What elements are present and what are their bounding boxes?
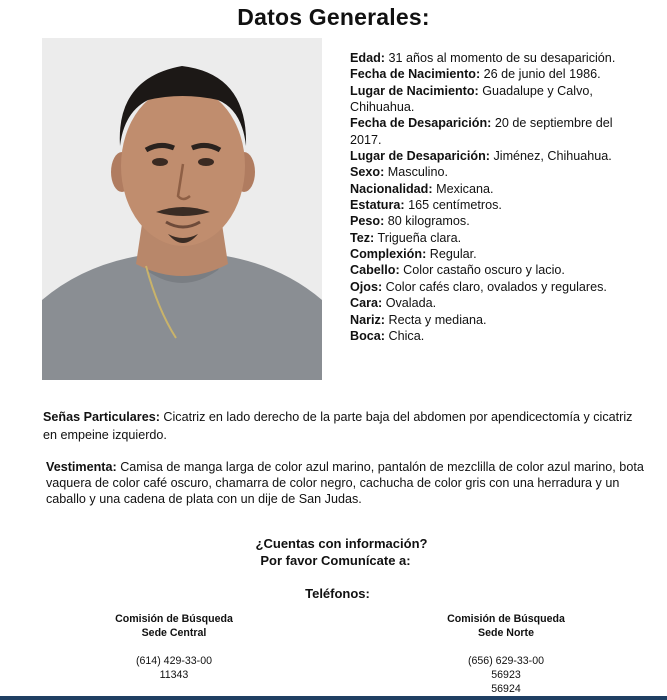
vestimenta-value: Camisa de manga larga de color azul marino, pantalón de mezclilla de color azul marino, bota vaquera de color café oscuro, chamarra de color negro, cachucha de color gris con una herradura y un caballo y una cadena de plata con un dije de San Judas. bbox=[46, 460, 644, 506]
detail-value: 31 años al momento de su desaparición. bbox=[384, 51, 616, 65]
detail-label: Fecha de Desaparición: bbox=[350, 116, 492, 131]
detail-mouth bbox=[350, 328, 640, 344]
distinguishing-marks bbox=[43, 408, 643, 444]
detail-value: 26 de junio del 1986. bbox=[480, 67, 601, 82]
office-name: Comisión de Búsqueda bbox=[115, 613, 233, 625]
page-title: Datos Generales: bbox=[237, 4, 430, 30]
office-phone: (656) 629-33-00 bbox=[468, 655, 544, 667]
detail-value: Color cafés claro, ovalados y regulares. bbox=[382, 279, 607, 294]
detail-label: Cabello: bbox=[350, 263, 400, 278]
contact-prompt: Por favor Comunícate a: bbox=[260, 553, 411, 568]
detail-disappearance-date bbox=[350, 115, 640, 148]
detail-label: Sexo: bbox=[350, 165, 385, 180]
detail-value: Guadalupe y Calvo, Chihuahua. bbox=[350, 83, 593, 115]
detail-value: Jiménez, Chihuahua. bbox=[489, 149, 612, 164]
detail-value: 20 de septiembre del 2017. bbox=[350, 116, 613, 147]
office-seat: Sede Central bbox=[141, 627, 207, 639]
detail-disappearance-place bbox=[350, 148, 640, 164]
detail-value: Trigueña clara. bbox=[374, 230, 462, 245]
detail-label: Fecha de Nacimiento: bbox=[350, 67, 481, 82]
detail-label: Tez: bbox=[350, 230, 375, 245]
detail-face bbox=[350, 295, 640, 311]
detail-height bbox=[350, 197, 640, 213]
senas-label: Señas Particulares: bbox=[43, 410, 160, 424]
detail-build bbox=[350, 246, 640, 262]
detail-age bbox=[350, 50, 640, 66]
detail-birth-date bbox=[350, 66, 640, 82]
detail-value: Color castaño oscuro y lacio. bbox=[399, 263, 565, 278]
person-portrait-illustration bbox=[42, 38, 322, 380]
detail-weight bbox=[350, 213, 640, 229]
detail-value: Regular. bbox=[426, 247, 477, 262]
detail-nationality bbox=[350, 181, 640, 197]
detail-label: Boca: bbox=[350, 328, 385, 343]
detail-label: Peso: bbox=[350, 214, 385, 229]
detail-label: Nariz: bbox=[350, 312, 385, 327]
detail-value: Recta y mediana. bbox=[385, 312, 487, 327]
general-details bbox=[350, 50, 640, 344]
detail-sex bbox=[350, 164, 640, 180]
detail-value: Masculino. bbox=[384, 165, 448, 180]
detail-label: Cara: bbox=[350, 296, 383, 311]
detail-label: Ojos: bbox=[350, 279, 383, 294]
info-question: ¿Cuentas con información? bbox=[255, 536, 428, 551]
office-name: Comisión de Búsqueda bbox=[447, 613, 565, 625]
senas-value: Cicatriz en lado derecho de la parte baja del abdomen por apendicectomía y cicatriz en empeine izquierdo. bbox=[43, 410, 633, 442]
detail-hair bbox=[350, 262, 640, 278]
footer-bar bbox=[0, 696, 667, 700]
detail-value: 80 kilogramos. bbox=[384, 214, 470, 229]
detail-value: Mexicana. bbox=[432, 181, 494, 196]
office-norte bbox=[406, 612, 606, 696]
office-extension: 56924 bbox=[491, 683, 521, 695]
office-central bbox=[74, 612, 274, 682]
detail-complexion-tone bbox=[350, 230, 640, 246]
detail-label: Lugar de Desaparición: bbox=[350, 149, 490, 164]
vestimenta-label: Vestimenta: bbox=[46, 460, 117, 474]
detail-value: Chica. bbox=[385, 328, 425, 343]
detail-label: Estatura: bbox=[350, 198, 405, 213]
detail-label: Complexión: bbox=[350, 247, 427, 262]
detail-label: Nacionalidad: bbox=[350, 181, 433, 196]
clothing-description bbox=[46, 459, 646, 507]
office-seat: Sede Norte bbox=[478, 627, 534, 639]
phones-heading: Teléfonos: bbox=[305, 586, 370, 601]
detail-value: 165 centímetros. bbox=[404, 198, 502, 213]
detail-label: Lugar de Nacimiento: bbox=[350, 83, 479, 98]
detail-value: Ovalada. bbox=[382, 296, 437, 311]
office-phone: (614) 429-33-00 bbox=[136, 655, 212, 667]
detail-birth-place bbox=[350, 83, 640, 116]
person-photo bbox=[42, 38, 322, 380]
office-extension: 56923 bbox=[491, 669, 521, 681]
detail-eyes bbox=[350, 279, 640, 295]
detail-nose bbox=[350, 312, 640, 328]
detail-label: Edad: bbox=[350, 51, 385, 65]
office-extension: 11343 bbox=[159, 669, 189, 681]
